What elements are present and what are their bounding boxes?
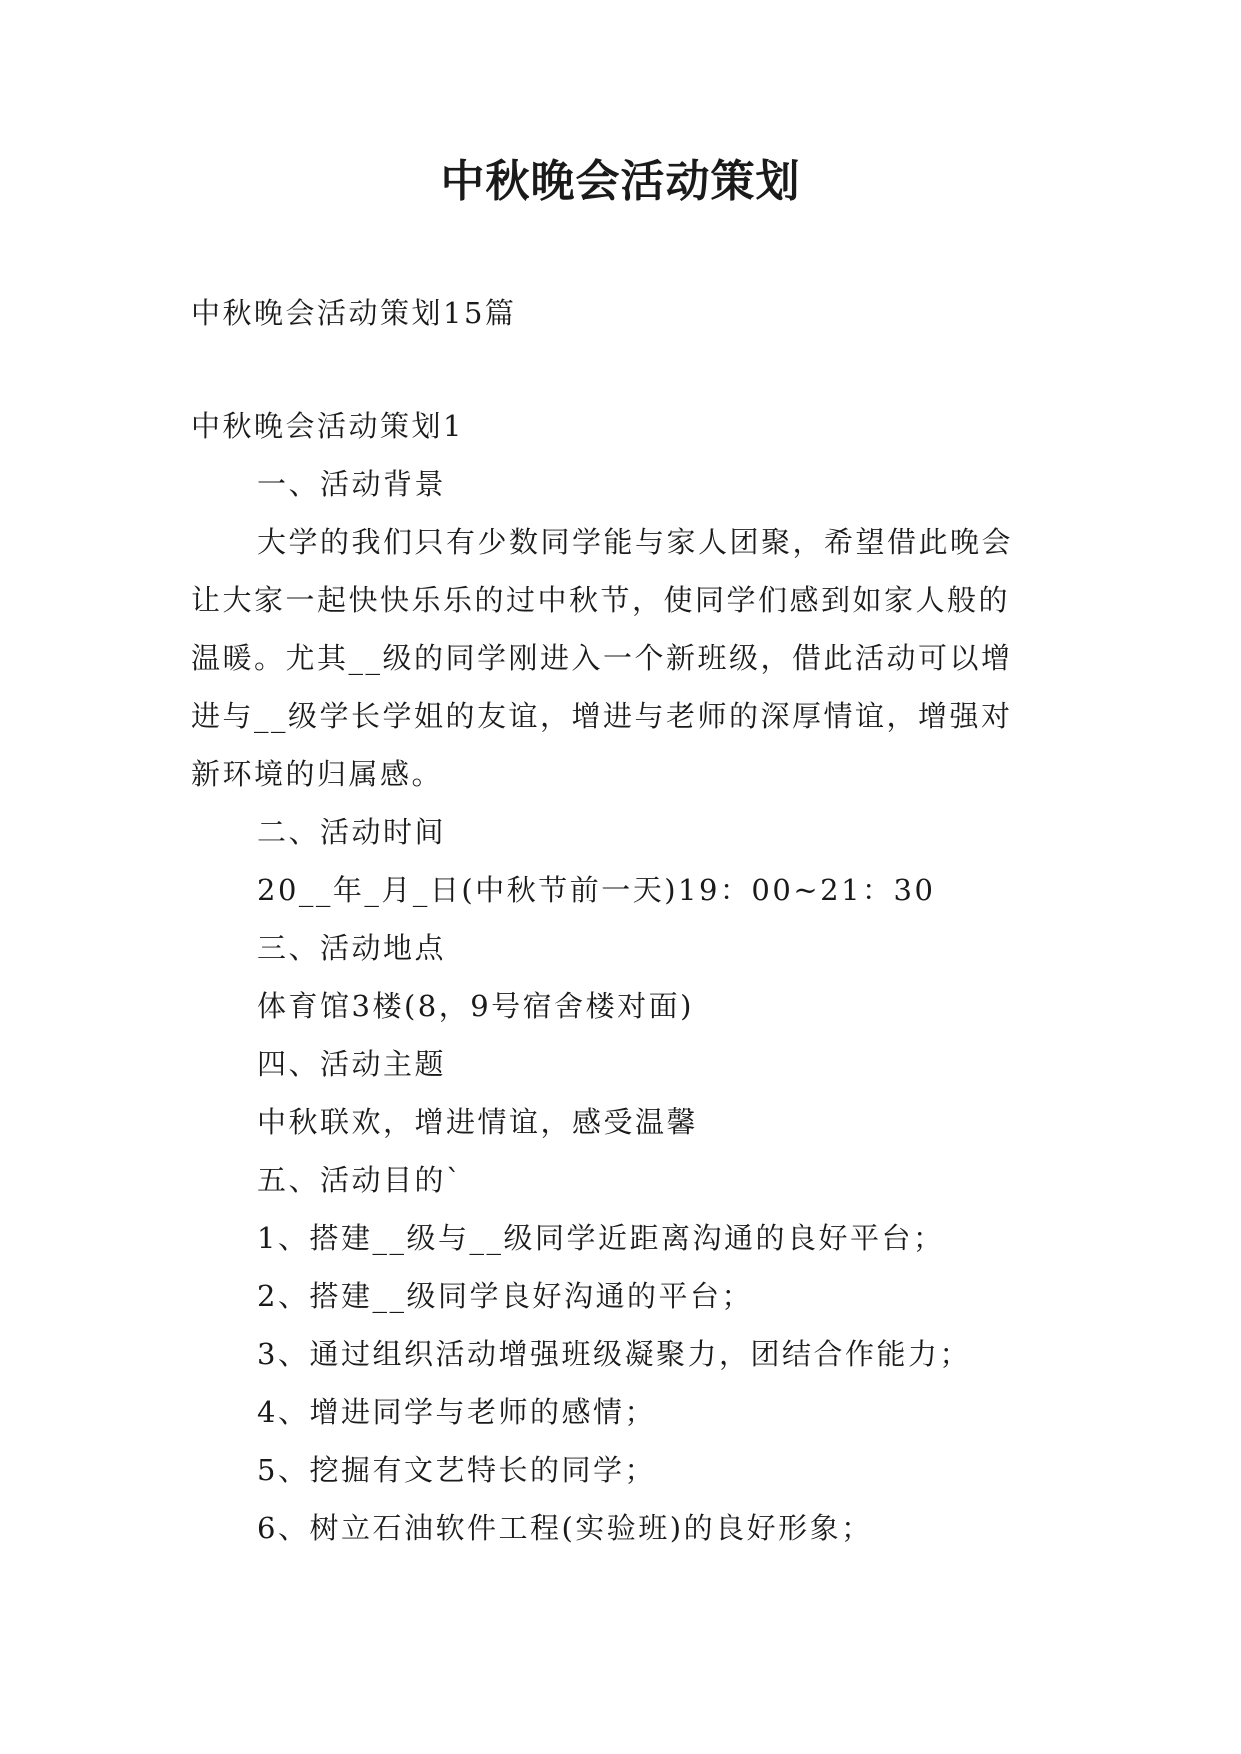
list-item: 2、搭建__级同学良好沟通的平台； [257, 1279, 753, 1313]
heading-time: 二、活动时间 [257, 815, 447, 849]
list-item: 5、挖掘有文艺特长的同学； [257, 1453, 656, 1487]
paragraph-line: 进与__级学长学姐的友谊，增进与老师的深厚情谊，增强对 [191, 699, 1013, 733]
list-item: 1、搭建__级与__级同学近距离沟通的良好平台； [257, 1221, 945, 1255]
list-item: 4、增进同学与老师的感情； [257, 1395, 656, 1429]
paragraph-line: 大学的我们只有少数同学能与家人团聚，希望借此晚会 [257, 525, 1014, 559]
list-item: 3、通过组织活动增强班级凝聚力，团结合作能力； [257, 1337, 971, 1371]
document-title: 中秋晚会活动策划 [440, 156, 801, 207]
theme-value: 中秋联欢，增进情谊，感受温馨 [257, 1105, 699, 1139]
section-heading: 中秋晚会活动策划1 [191, 409, 464, 443]
heading-background: 一、活动背景 [257, 467, 447, 501]
paragraph-line: 让大家一起快快乐乐的过中秋节，使同学们感到如家人般的 [191, 583, 1011, 617]
list-item: 6、树立石油软件工程(实验班)的良好形象； [257, 1511, 873, 1545]
document-subtitle: 中秋晚会活动策划15篇 [191, 296, 517, 330]
location-value: 体育馆3楼(8，9号宿舍楼对面) [257, 989, 694, 1023]
paragraph-line: 新环境的归属感。 [191, 757, 444, 791]
heading-purpose: 五、活动目的` [257, 1163, 464, 1197]
paragraph-line: 温暖。尤其__级的同学刚进入一个新班级，借此活动可以增 [191, 641, 1013, 675]
heading-location: 三、活动地点 [257, 931, 447, 965]
heading-theme: 四、活动主题 [257, 1047, 447, 1081]
time-value: 20__年_月_日(中秋节前一天)19：00~21：30 [257, 873, 936, 907]
